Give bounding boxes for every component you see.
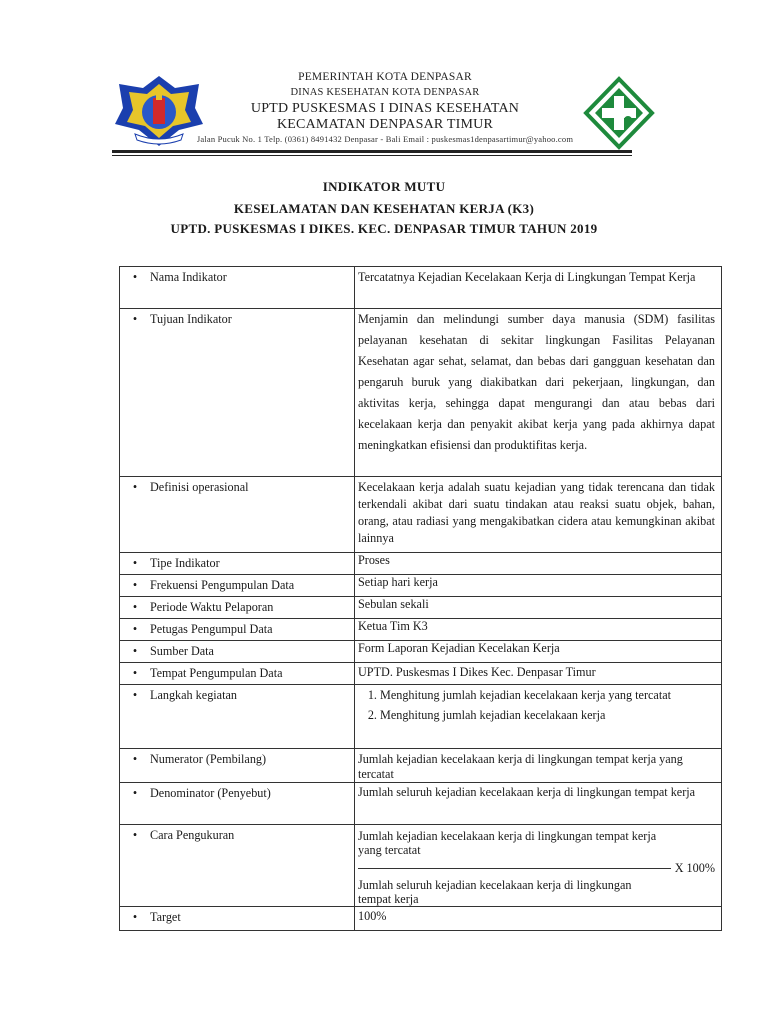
table-row <box>120 663 722 685</box>
bullet: • <box>132 786 138 800</box>
steps-list <box>358 685 715 725</box>
list-item: 1. Menghitung jumlah kejadian kecelakaan kerja yang tercatat <box>380 685 715 705</box>
row-value: UPTD. Puskesmas I Dikes Kec. Denpasar Timur <box>358 665 596 679</box>
letterhead-line-2: DINAS KESEHATAN KOTA DENPASAR <box>290 87 480 98</box>
row-value: Setiap hari kerja <box>358 575 438 589</box>
row-label: Numerator (Pembilang) <box>150 752 267 766</box>
table-row <box>120 783 722 825</box>
row-label: Definisi operasional <box>150 480 249 494</box>
table-row <box>120 267 722 309</box>
bullet: • <box>132 622 138 636</box>
row-label: Nama Indikator <box>150 270 227 284</box>
doc-title-2: KESELAMATAN DAN KESEHATAN KERJA (K3) <box>233 201 535 216</box>
row-label: Tujuan Indikator <box>150 312 232 326</box>
bullet: • <box>132 600 138 614</box>
puskesmas-logo-icon <box>583 76 655 150</box>
bullet: • <box>132 666 138 680</box>
bullet: • <box>132 910 138 924</box>
table-row <box>120 619 722 641</box>
table-row <box>120 309 722 477</box>
bullet: • <box>132 312 138 326</box>
row-value: 100% <box>358 909 387 923</box>
list-item: 2. Menghitung jumlah kejadian kecelakaan kerja <box>380 705 715 725</box>
bullet: • <box>132 644 138 658</box>
row-label: Target <box>150 910 181 924</box>
table-row <box>120 477 722 553</box>
doc-title-1: INDIKATOR MUTU <box>322 179 446 194</box>
table-row <box>120 825 722 907</box>
formula-multiplier: X 100% <box>674 861 715 875</box>
row-value: Kecelakaan kerja adalah suatu kejadian yang tidak terencana dan tidak terkendali akibat dari suatu tindakan atau reaksi suatu objek, bahan, orang, atau radiasi yang mengakibatkan cidera atau kemungkinan akibat lainnya <box>358 480 715 545</box>
formula-numerator: Jumlah kejadian kecelakaan kerja di lingkungan tempat kerja yang tercatat <box>358 829 657 857</box>
row-value: Menjamin dan melindungi sumber daya manusia (SDM) fasilitas pelayanan kesehatan di sekitar lingkungan Fasilitas Pelayanan Kesehatan agar sehat, selamat, dan bebas dari gangguan kesehatan dan pengaruh buruk yang diakibatkan dari pekerjaan, lingkungan, dan aktivitas kerja, sehingga dapat mengurangi dan atau bebas dari kecelakaan kerja dan penyakit akibat kerja yang pada akhirnya dapat meningkatkan efisiensi dan produktifitas kerja. <box>358 312 715 452</box>
row-label: Petugas Pengumpul Data <box>150 622 273 636</box>
bullet: • <box>132 480 138 494</box>
indicator-table <box>119 266 722 931</box>
row-label: Sumber Data <box>150 644 214 658</box>
table-row <box>120 749 722 783</box>
letterhead-line-1: PEMERINTAH KOTA DENPASAR <box>298 71 472 83</box>
row-label: Periode Waktu Pelaporan <box>150 600 274 614</box>
doc-title-3: UPTD. PUSKESMAS I DIKES. KEC. DENPASAR TIMUR TAHUN 2019 <box>170 221 598 236</box>
row-value: Sebulan sekali <box>358 597 429 611</box>
bullet: • <box>132 688 138 702</box>
letterhead-rule <box>112 150 632 153</box>
row-label: Tipe Indikator <box>150 556 220 570</box>
row-value: Form Laporan Kejadian Kecelakan Kerja <box>358 641 560 655</box>
bullet: • <box>132 828 138 842</box>
row-value: Ketua Tim K3 <box>358 619 428 633</box>
table-row <box>120 641 722 663</box>
formula <box>358 825 715 906</box>
table-row <box>120 575 722 597</box>
letterhead-address: Jalan Pucuk No. 1 Telp. (0361) 8491432 Denpasar - Bali Email : puskesmas1denpasartimur@yahoo.com <box>196 134 574 144</box>
table-row <box>120 553 722 575</box>
row-label: Frekuensi Pengumpulan Data <box>150 578 295 592</box>
table-row <box>120 685 722 749</box>
letterhead-line-3: UPTD PUSKESMAS I DINAS KESEHATAN <box>250 101 520 116</box>
formula-denominator: Jumlah seluruh kejadian kecelakaan kerja di lingkungan tempat kerja <box>358 878 632 906</box>
row-label: Tempat Pengumpulan Data <box>150 666 283 680</box>
bullet: • <box>132 578 138 592</box>
table-row <box>120 907 722 931</box>
letterhead-line-4: KECAMATAN DENPASAR TIMUR <box>276 117 494 132</box>
bullet: • <box>132 556 138 570</box>
row-value: Proses <box>358 553 390 567</box>
fraction-bar <box>358 868 671 869</box>
row-value: Jumlah seluruh kejadian kecelakaan kerja di lingkungan tempat kerja <box>358 785 696 799</box>
row-label: Langkah kegiatan <box>150 688 237 702</box>
letterhead-rule-thin <box>112 155 632 156</box>
row-value: Jumlah kejadian kecelakaan kerja di lingkungan tempat kerja yang tercatat <box>358 752 683 781</box>
table-row <box>120 597 722 619</box>
row-label: Denominator (Penyebut) <box>150 786 271 800</box>
row-label: Cara Pengukuran <box>150 828 235 842</box>
bullet: • <box>132 270 138 284</box>
bullet: • <box>132 752 138 766</box>
row-value: Tercatatnya Kejadian Kecelakaan Kerja di Lingkungan Tempat Kerja <box>358 270 696 284</box>
